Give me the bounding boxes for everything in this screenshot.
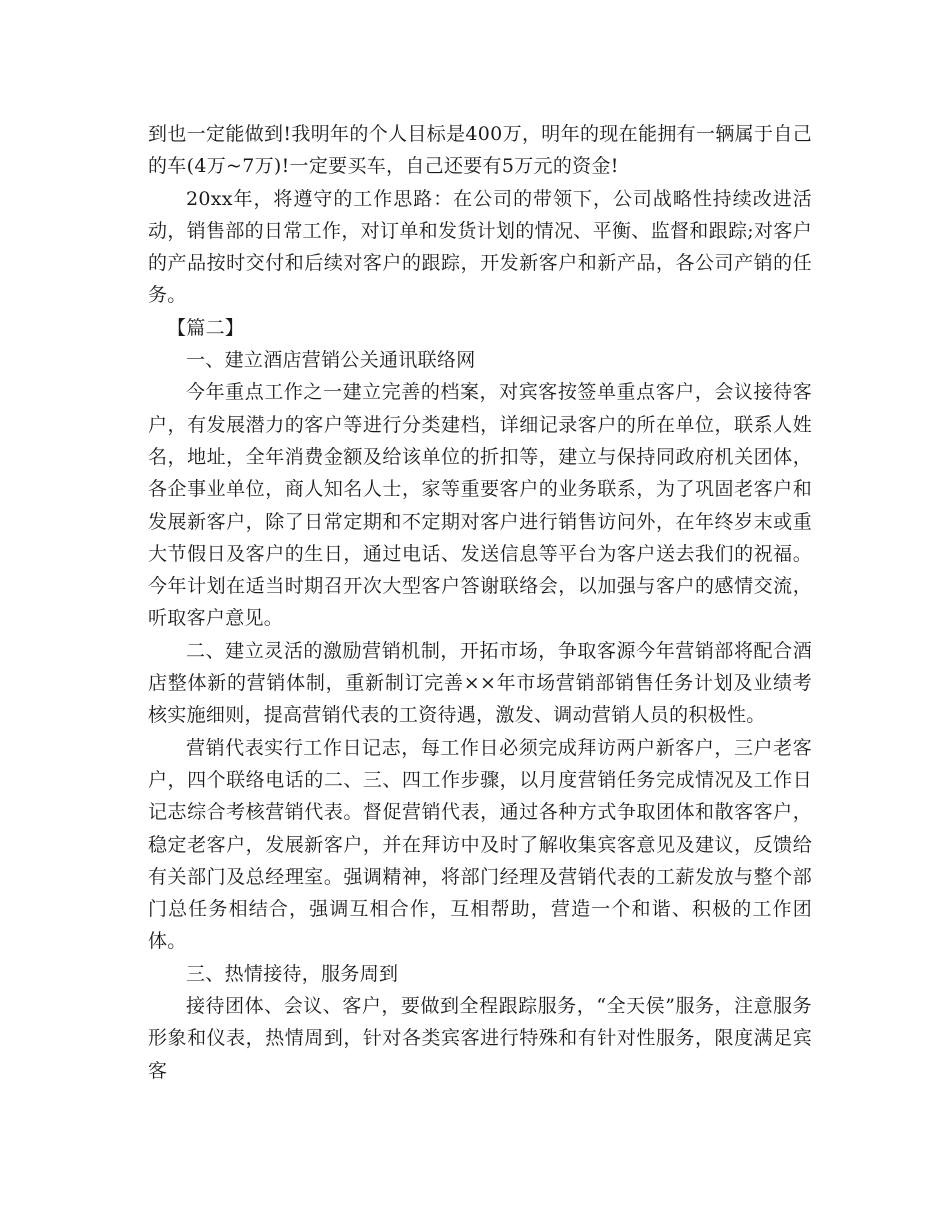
subheading-service: 三、热情接待，服务周到 (186, 962, 399, 985)
paragraph-incentive-mechanism: 二、建立灵活的激励营销机制，开拓市场，争取客源今年营销部将配合酒店整体新的营销体制，重新制订完善××年市场营销部销售任务计划及业绩考核实施细则，提高营销代表的工资待遇，激发、调动营销人员的积极性。 (148, 639, 812, 727)
section-heading-part-two: 【篇二】 (167, 316, 245, 339)
subheading-network: 一、建立酒店营销公关通讯联络网 (186, 349, 476, 372)
paragraph-reception: 接待团体、会议、客户，要做到全程跟踪服务，“全天侯”服务，注意服务形象和仪表，热情周到，针对各类宾客进行特殊和有针对性服务，限度满足宾客 (148, 995, 812, 1082)
document-body (148, 118, 812, 1087)
paragraph-goal: 到也一定能做到!我明年的个人目标是400万，明年的现在能拥有一辆属于自己的车(4万~7万)!一定要买车，自己还要有5万元的资金! (148, 123, 812, 178)
paragraph-customer-archive: 今年重点工作之一建立完善的档案，对宾客按签单重点客户，会议接待客户，有发展潜力的客户等进行分类建档，详细记录客户的所在单位，联系人姓名，地址，全年消费金额及给该单位的折扣等，建立与保持同政府机关团体，各企事业单位，商人知名人士，家等重要客户的业务联系，为了巩固老客户和发展新客户，除了日常定期和不定期对客户进行销售访问外，在年终岁末或重大节假日及客户的生日，通过电话、发送信息等平台为客户送去我们的祝福。今年计划在适当时期召开次大型客户答谢联络会，以加强与客户的感情交流，听取客户意见。 (148, 381, 812, 630)
paragraph-work-plan: 20xx年，将遵守的工作思路：在公司的带领下，公司战略性持续改进活动，销售部的日常工作，对订单和发货计划的情况、平衡、监督和跟踪;对客户的产品按时交付和后续对客户的跟踪，开发新客户和新产品，各公司产销的任务。 (148, 187, 812, 307)
paragraph-sales-rep-log: 营销代表实行工作日记志，每工作日必须完成拜访两户新客户，三户老客户，四个联络电话的二、三、四工作步骤，以月度营销任务完成情况及工作日记志综合考核营销代表。督促营销代表，通过各种方式争取团体和散客客户，稳定老客户，发展新客户，并在拜访中及时了解收集宾客意见及建议，反馈给有关部门及总经理室。强调精神，将部门经理及营销代表的工薪发放与整个部门总任务相结合，强调互相合作，互相帮助，营造一个和谐、积极的工作团体。 (148, 736, 812, 953)
